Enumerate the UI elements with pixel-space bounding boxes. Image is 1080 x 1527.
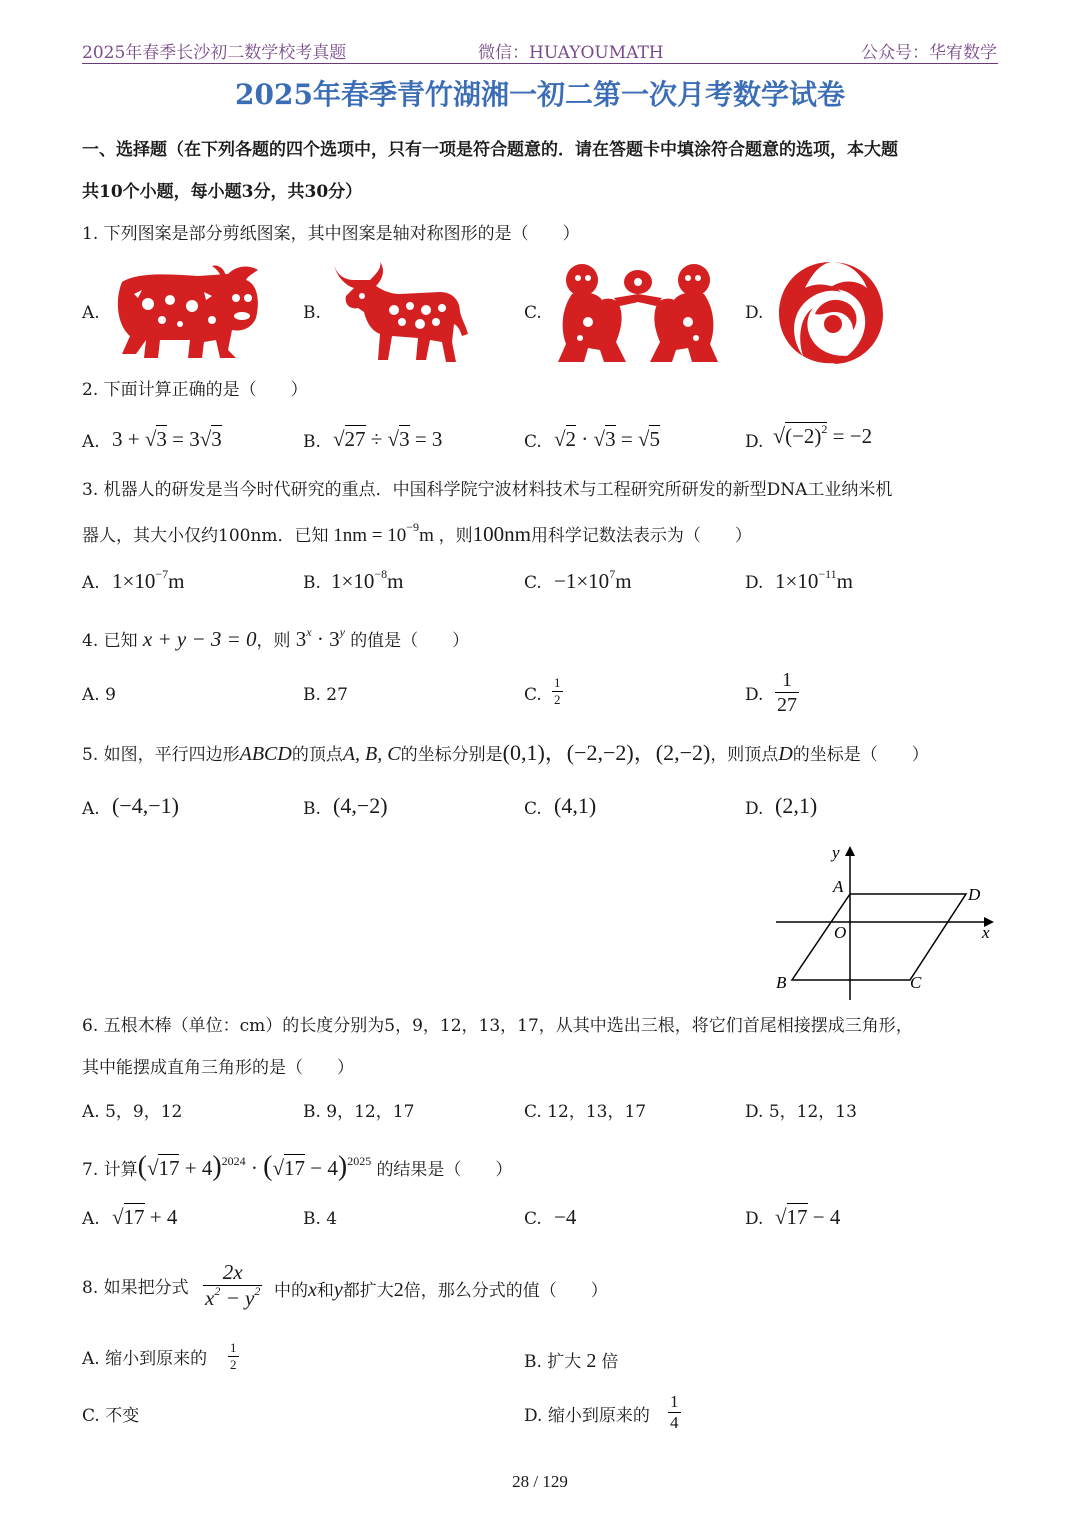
q4-option-d-label: D. — [745, 685, 764, 705]
q4-option-b: B. 27 — [303, 685, 348, 705]
q6-option-d: D. 5，12，13 — [745, 1102, 857, 1122]
graph-point-c: C — [910, 973, 922, 992]
graph-point-a: A — [833, 877, 844, 896]
page-title: 2025年春季青竹湖湘一初二第一次月考数学试卷 — [235, 78, 845, 111]
q7-option-d-expr: √17 − 4 — [775, 1205, 841, 1229]
q8-stem-a: 8. 如果把分式 — [82, 1278, 189, 1298]
q1-option-b-label: B. — [303, 303, 321, 323]
q8-option-a-frac: $\frac{1}{2}$ — [230, 1340, 237, 1372]
q5-option-c-expr: (4,1) — [554, 793, 597, 818]
q2-option-d-label: D. — [745, 432, 764, 452]
q3-option-a-expr: $1\times 10^{-7}m$ — [112, 567, 185, 593]
q6-option-a: A. 5，9，12 — [82, 1102, 183, 1122]
q2-option-c-label: C. — [524, 432, 542, 452]
q7-option-d-label: D. — [745, 1209, 764, 1229]
q8-option-a: A. 缩小到原来的 — [82, 1349, 208, 1369]
ox-papercut-icon — [108, 262, 266, 364]
q6-option-c: C. 12，13，17 — [524, 1102, 647, 1122]
q8-option-b: B. 扩大 2 倍 — [524, 1350, 619, 1372]
q5-option-c-label: C. — [524, 799, 542, 819]
q3-option-c-expr: $-1\times 10^7m$ — [554, 567, 632, 593]
page-number: 28 / 129 — [512, 1472, 568, 1491]
q4-option-c-label: C. — [524, 685, 542, 705]
header-left: 2025年春季长沙初二数学校考真题 — [82, 43, 347, 63]
q4-option-c-frac: $\frac{1}{2}$ — [554, 675, 561, 707]
header-right: 公众号：华宥数学 — [861, 43, 997, 63]
q8-option-d: D. 缩小到原来的 — [524, 1406, 650, 1426]
q8-option-d-frac: $\frac{1}{4}$ — [670, 1392, 679, 1433]
q4-option-a: A. 9 — [82, 685, 116, 705]
q1-option-a-label: A. — [82, 303, 100, 323]
q2-option-b-label: B. — [303, 432, 321, 452]
q1-stem: 1. 下列图案是部分剪纸图案，其中图案是轴对称图形的是（ ） — [82, 224, 580, 244]
q5-option-a-label: A. — [82, 799, 100, 819]
q1-option-c-label: C. — [524, 303, 542, 323]
q8-option-c: C. 不变 — [82, 1406, 140, 1426]
graph-origin-label: O — [834, 923, 847, 942]
section-heading: 一、选择题（在下列各题的四个选项中，只有一项是符合题意的．请在答题卡中填涂符合题意的选项，本大题 — [82, 140, 898, 160]
q6-option-b: B. 9，12，17 — [303, 1102, 415, 1122]
bull-papercut-icon — [330, 260, 470, 368]
q3-option-a-label: A. — [82, 573, 100, 593]
q3-option-b-label: B. — [303, 573, 321, 593]
section-heading-cont: 共10个小题，每小题3分，共30分） — [82, 182, 363, 202]
q7-stem: 7. 计算$(√17 + 4)^{2024} \cdot (√17 - 4)^{2025}$ 的结果是（ ） — [82, 1151, 513, 1182]
header-center: 微信：HUAYOUMATH — [478, 43, 664, 63]
q5-option-b-expr: (4,−2) — [333, 793, 388, 818]
q7-option-c-expr: −4 — [554, 1205, 577, 1229]
q2-option-c-expr: √2 · √3 = √5 — [554, 427, 660, 451]
q7-option-a-expr: √17 + 4 — [112, 1205, 178, 1229]
q3-option-c-label: C. — [524, 573, 542, 593]
q5-option-d-label: D. — [745, 799, 764, 819]
q8-fraction: $\frac{2x}{x^2 - y^2}$ — [205, 1260, 261, 1311]
q4-option-d-frac: $\frac{1}{27}$ — [777, 669, 797, 716]
q6-stem-line1: 6. 五根木棒（单位：cm）的长度分别为5，9，12，13，17，从其中选出三根，将它们首尾相接摆成三角形， — [82, 1016, 913, 1036]
q3-option-d-expr: $1\times 10^{-11}m$ — [775, 567, 854, 593]
q2-option-a-expr: 3 + √3 = 3√3 — [112, 427, 222, 451]
q1-option-d-label: D. — [745, 303, 764, 323]
graph-x-label: x — [982, 923, 990, 942]
q5-option-b-label: B. — [303, 799, 321, 819]
graph-y-label: y — [832, 843, 840, 862]
q5-option-d-expr: (2,1) — [775, 793, 818, 818]
q2-stem: 2. 下面计算正确的是（ ） — [82, 380, 308, 400]
swirl-papercut-icon — [775, 258, 887, 368]
q5-stem: 5. 如图，平行四边形ABCD的顶点A, B, C的坐标分别是(0,1)，(−2,−2)，(2,−2)，则顶点D的坐标是（ ） — [82, 740, 929, 765]
q2-option-b-expr: √27 ÷ √3 = 3 — [333, 427, 443, 451]
q6-stem-line2: 其中能摆成直角三角形的是（ ） — [82, 1058, 354, 1078]
q3-stem-line2: 器人，其大小仅约100nm．已知 $1nm = 10^{-9}m$ ，则100nm用科学记数法表示为（ ） — [82, 520, 752, 546]
q8-stem-rest: 中的x和y都扩大2倍，那么分式的值（ ） — [274, 1279, 608, 1301]
q7-option-a-label: A. — [82, 1209, 100, 1229]
graph-point-b: B — [776, 973, 787, 992]
q2-option-a-label: A. — [82, 432, 100, 452]
q3-stem-line1: 3. 机器人的研发是当今时代研究的重点．中国科学院宁波材料技术与工程研究所研发的新型DNA工业纳米机 — [82, 480, 893, 500]
q2-option-d-expr: $√(-2)^2 = -2$ — [773, 422, 873, 448]
q5-option-a-expr: (−4,−1) — [112, 793, 179, 818]
q7-option-c-label: C. — [524, 1209, 542, 1229]
monkeys-papercut-icon — [552, 258, 724, 366]
q4-stem: 4. 已知 x + y − 3 = 0，则 $3^x \cdot 3^y$ 的值是（ ） — [82, 625, 470, 651]
graph-point-d: D — [968, 885, 981, 904]
parallelogram-graph — [770, 842, 1000, 1004]
q7-option-b: B. 4 — [303, 1209, 338, 1229]
header-divider — [82, 63, 998, 64]
q3-option-d-label: D. — [745, 573, 764, 593]
q3-option-b-expr: $1\times 10^{-8}m$ — [331, 567, 404, 593]
